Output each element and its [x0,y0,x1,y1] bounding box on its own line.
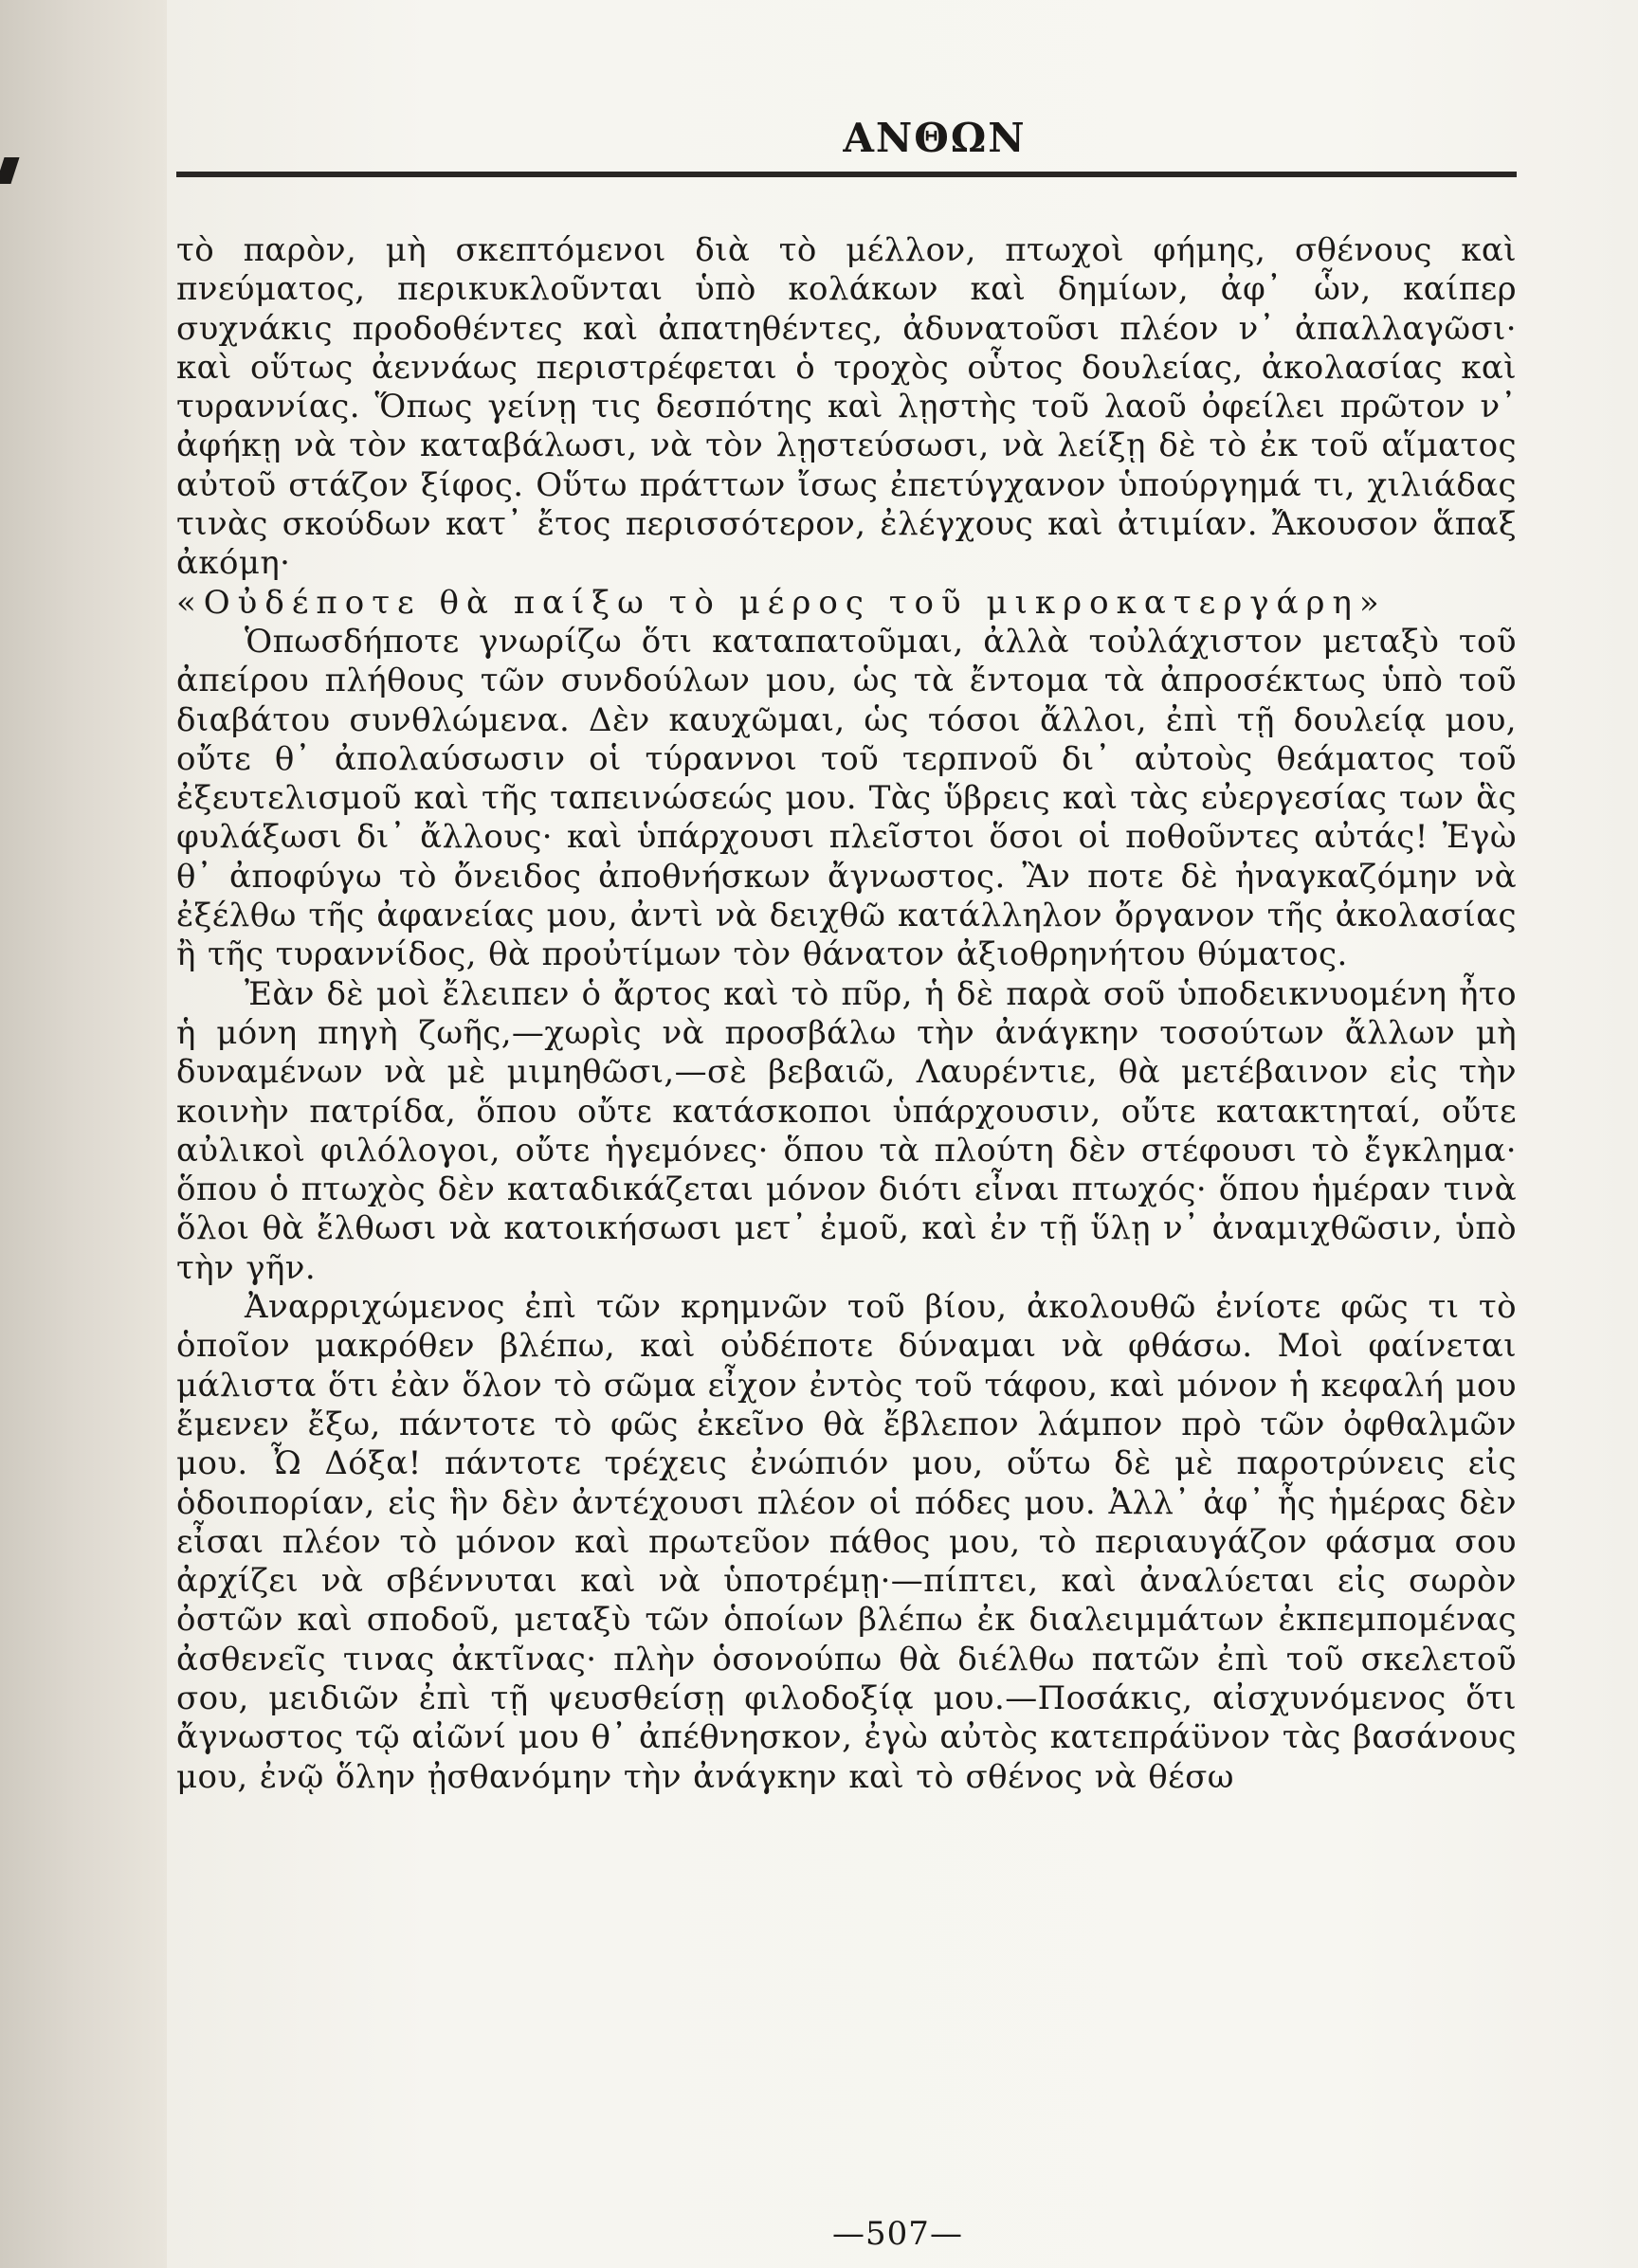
spaced-motto: «Οὐδέποτε θὰ παίξω τὸ μέρος τοῦ μικροκατεργάρη» [176,583,1387,622]
paragraph-4: Ἀναρριχώμενος ἐπὶ τῶν κρημνῶν τοῦ βίου, ἀκολουθῶ ἐνίοτε φῶς τι τὸ ὁποῖον μακρόθεν βλέπω, καὶ οὐδέποτε δύναμαι νὰ φθάσω. Μοὶ φαίνεται μάλιστα ὅτι ἐὰν ὅλον τὸ σῶμα εἶχον ἐντὸς τοῦ τάφου, καὶ μόνον ἡ κεφαλή μου ἔμενεν ἔξω, πάντοτε τὸ φῶς ἐκεῖνο θὰ ἔβλεπον λάμπον πρὸ τῶν ὀφθαλμῶν μου. Ὦ Δόξα! πάντοτε τρέχεις ἐνώπιόν μου, οὕτω δὲ μὲ παροτρύνεις εἰς ὁδοιπορίαν, εἰς ἣν δὲν ἀντέχουσι πλέον οἱ πόδες μου. Ἀλλ᾽ ἀφ᾽ ἧς ἡμέρας δὲν εἶσαι πλέον τὸ μόνον καὶ πρωτεῦον πάθος μου, τὸ περιαυγάζον φάσμα σου ἀρχίζει νὰ σβέννυται καὶ νὰ ὑποτρέμῃ·—πίπτει, καὶ ἀναλύεται εἰς σωρὸν ὀστῶν καὶ σποδοῦ, μεταξὺ τῶν ὁποίων βλέπω ἐκ διαλειμμάτων ἐκπεμπομένας ἀσθενεῖς τινας ἀκτῖνας· πλὴν ὁσονούπω θὰ διέλθω πατῶν ἐπὶ τοῦ σκελετοῦ σου, μειδιῶν ἐπὶ τῇ ψευσθείσῃ φιλοδοξίᾳ μου.—Ποσάκις, αἰσχυνόμενος ὅτι ἄγνωστος τῷ αἰῶνί μου θ᾽ ἀπέθνησκον, ἐγὼ αὐτὸς κατεπράϋνον τὰς βασάνους μου, ἐνῷ ὅλην ᾐσθανόμην τὴν ἀνάγκην καὶ τὸ σθένος νὰ θέσω [176,1288,1517,1796]
running-head: ΑΝΘΩΝ [843,115,1027,161]
header-rule [176,172,1517,177]
page-number: —507— [832,2215,963,2253]
scan-left-margin-shadow [0,0,167,2268]
paragraph-2: Ὁπωσδήποτε γνωρίζω ὅτι καταπατοῦμαι, ἀλλὰ τοὐλάχιστον μεταξὺ τοῦ ἀπείρου πλήθους τῶν συνδούλων μου, ὡς τὰ ἔντομα τὰ ἀπροσέκτως ὑπὸ τοῦ διαβάτου συνθλώμενα. Δὲν καυχῶμαι, ὡς τόσοι ἄλλοι, ἐπὶ τῇ δουλείᾳ μου, οὔτε θ᾽ ἀπολαύσωσιν οἱ τύραννοι τοῦ τερπνοῦ δι᾽ αὐτοὺς θεάματος τοῦ ἐξευτελισμοῦ καὶ τῆς ταπεινώσεώς μου. Τὰς ὕβρεις καὶ τὰς εὐεργεσίας των ἃς φυλάξωσι δι᾽ ἄλλους· καὶ ὑπάρχουσι πλεῖστοι ὅσοι οἱ ποθοῦντες αὐτάς! Ἐγὼ θ᾽ ἀποφύγω τὸ ὄνειδος ἀποθνήσκων ἄγνωστος. Ἂν ποτε δὲ ἠναγκαζόμην νὰ ἐξέλθω τῆς ἀφανείας μου, ἀντὶ νὰ δειχθῶ κατάλληλον ὄργανον τῆς ἀκολασίας ἢ τῆς τυραννίδος, θὰ προὐτίμων τὸν θάνατον ἀξιοθρηνήτου θύματος. [176,622,1517,974]
page-text-block [176,231,1517,1797]
paragraph-3: Ἐὰν δὲ μοὶ ἔλειπεν ὁ ἄρτος καὶ τὸ πῦρ, ἡ δὲ παρὰ σοῦ ὑποδεικνυομένη ἦτο ἡ μόνη πηγὴ ζωῆς,—χωρὶς νὰ προσβάλω τὴν ἀνάγκην τοσούτων ἄλλων μὴ δυναμένων νὰ μὲ μιμηθῶσι,—σὲ βεβαιῶ, Λαυρέντιε, θὰ μετέβαινον εἰς τὴν κοινὴν πατρίδα, ὅπου οὔτε κατάσκοποι ὑπάρχουσιν, οὔτε κατακτηταί, οὔτε αὐλικοὶ φιλόλογοι, οὔτε ἡγεμόνες· ὅπου τὰ πλούτη δὲν στέφουσι τὸ ἔγκλημα· ὅπου ὁ πτωχὸς δὲν καταδικάζεται μόνον διότι εἶναι πτωχός· ὅπου ἡμέραν τινὰ ὅλοι θὰ ἔλθωσι νὰ κατοικήσωσι μετ᾽ ἐμοῦ, καὶ ἐν τῇ ὕλῃ ν᾽ ἀναμιχθῶσιν, ὑπὸ τὴν γῆν. [176,974,1517,1287]
paragraph-1: τὸ παρὸν, μὴ σκεπτόμενοι διὰ τὸ μέλλον, πτωχοὶ φήμης, σθένους καὶ πνεύματος, περικυκλοῦνται ὑπὸ κολάκων καὶ δημίων, ἀφ᾽ ὧν, καίπερ συχνάκις προδοθέντες καὶ ἀπατηθέντες, ἀδυνατοῦσι πλέον ν᾽ ἀπαλλαγῶσι· καὶ οὕτως ἀεννάως περιστρέφεται ὁ τροχὸς οὗτος δουλείας, ἀκολασίας καὶ τυραννίας. Ὅπως γείνῃ τις δεσπότης καὶ λῃστὴς τοῦ λαοῦ ὀφείλει πρῶτον ν᾽ ἀφήκῃ νὰ τὸν καταβάλωσι, νὰ τὸν λῃστεύσωσι, νὰ λείξῃ δὲ τὸ ἐκ τοῦ αἵματος αὐτοῦ στάζον ξίφος. Οὕτω πράττων ἴσως ἐπετύγχανον ὑπούργημά τι, χιλιάδας τινὰς σκούδων κατ᾽ ἔτος περισσότερον, ἐλέγχους καὶ ἀτιμίαν. Ἄκουσον ἅπαξ ἀκόμη· [176,231,1517,583]
